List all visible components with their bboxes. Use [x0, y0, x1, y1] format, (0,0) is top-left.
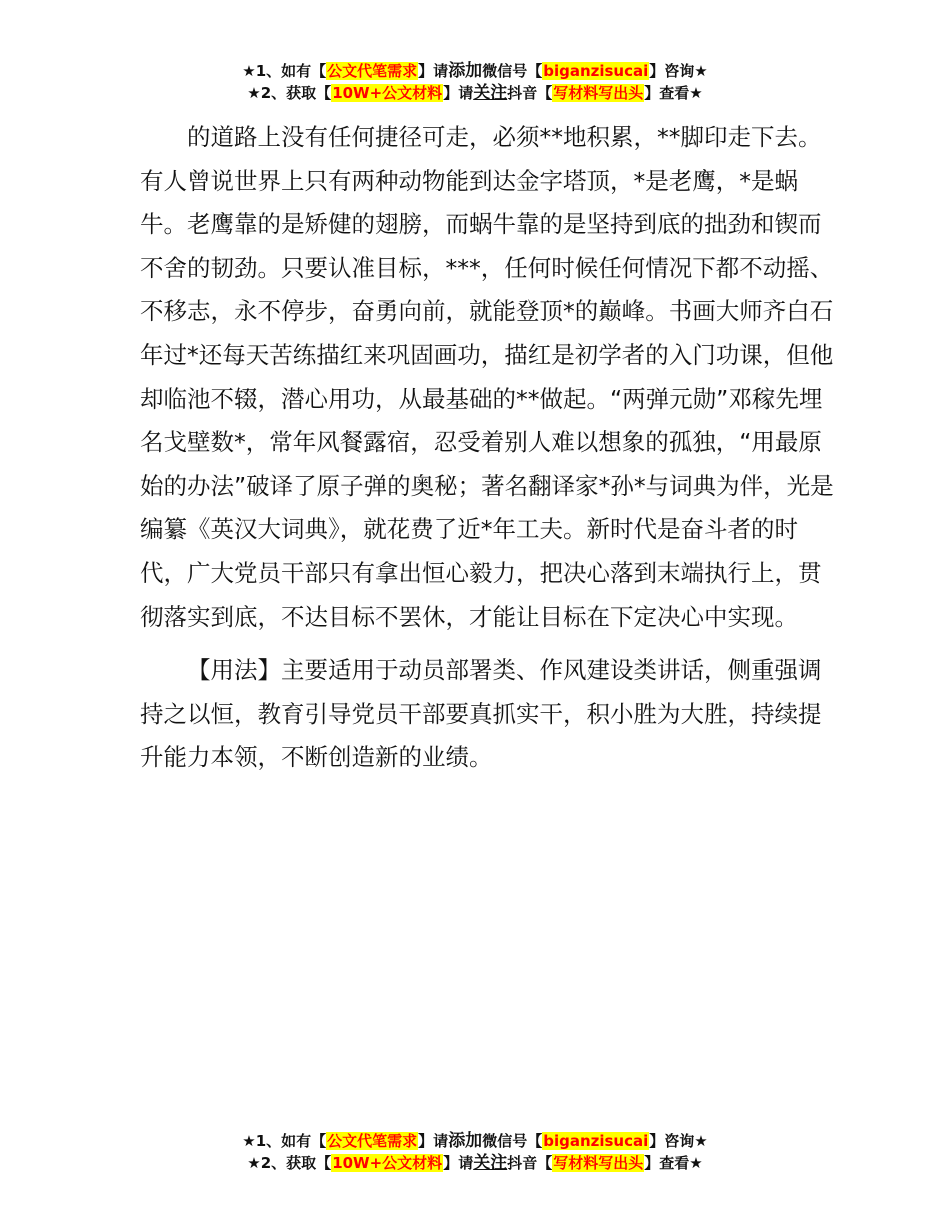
highlight-materials: 10W+公文材料	[332, 84, 443, 102]
banner-line-1	[0, 1130, 950, 1152]
banner-text: 】请	[443, 1154, 474, 1172]
banner-line-1	[0, 60, 950, 82]
banner-text: 】请	[443, 84, 474, 102]
banner-text: 抖音【	[507, 1154, 553, 1172]
highlight-service: 公文代笔需求	[327, 62, 418, 80]
usage-paragraph: 【用法】主要适用于动员部署类、作风建设类讲话，侧重强调持之以恒，教育引导党员干部要真抓实干，积小胜为大胜，持续提升能力本领，不断创造新的业绩。	[140, 656, 822, 772]
footer-banner	[0, 1130, 950, 1174]
highlight-wechat-id: biganzisucai	[543, 62, 649, 80]
banner-text: 微信号【	[482, 1132, 543, 1150]
banner-text: 抖音【	[507, 84, 553, 102]
banner-emphasis: 添加	[448, 61, 483, 81]
banner-line-2	[0, 1152, 950, 1174]
highlight-douyin-account: 写材料写出头	[553, 84, 644, 102]
banner-text: 】查看★	[644, 84, 703, 102]
banner-text: 】请	[418, 62, 449, 80]
body-paragraph: 的道路上没有任何捷径可走，必须**地积累，**脚印走下去。有人曾说世界上只有两种动物能到达金字塔顶，*是老鹰，*是蜗牛。老鹰靠的是矫健的翅膀，而蜗牛靠的是坚持到底的拙劲和锲而不舍的韧劲。只要认准目标，***，任何时候任何情况下都不动摇、不移志，永不停步，奋勇向前，就能登顶*的巅峰。书画大师齐白石年过*还每天苦练描红来巩固画功，描红是初学者的入门功课，但他却临池不辍，潜心用功，从最基础的**做起。“两弹元勋”邓稼先埋名戈壁数*，常年风餐露宿，忍受着别人难以想象的孤独，“用最原始的办法”破译了原子弹的奥秘；著名翻译家*孙*与词典为伴，光是编纂《英汉大词典》，就花费了近*年工夫。新时代是奋斗者的时代，广大党员干部只有拿出恒心毅力，把决心落到末端执行上，贯彻落实到底，不达目标不罢休，才能让目标在下定决心中实现。	[140, 123, 834, 631]
highlight-materials: 10W+公文材料	[332, 1154, 443, 1172]
highlight-douyin-account: 写材料写出头	[553, 1154, 644, 1172]
header-banner	[0, 60, 950, 104]
banner-text: ★2、获取【	[247, 84, 332, 102]
banner-emphasis: 关注	[473, 1153, 508, 1173]
highlight-service: 公文代笔需求	[327, 1132, 418, 1150]
banner-line-2	[0, 82, 950, 104]
banner-text: ★2、获取【	[247, 1154, 332, 1172]
banner-text: ★1、如有【	[242, 62, 327, 80]
banner-emphasis: 关注	[473, 83, 508, 103]
document-body	[140, 116, 835, 780]
banner-text: ★1、如有【	[242, 1132, 327, 1150]
banner-text: 】请	[418, 1132, 449, 1150]
highlight-wechat-id: biganzisucai	[543, 1132, 649, 1150]
banner-text: 】咨询★	[649, 62, 708, 80]
banner-emphasis: 添加	[448, 1131, 483, 1151]
banner-text: 微信号【	[482, 62, 543, 80]
banner-text: 】查看★	[644, 1154, 703, 1172]
banner-text: 】咨询★	[649, 1132, 708, 1150]
